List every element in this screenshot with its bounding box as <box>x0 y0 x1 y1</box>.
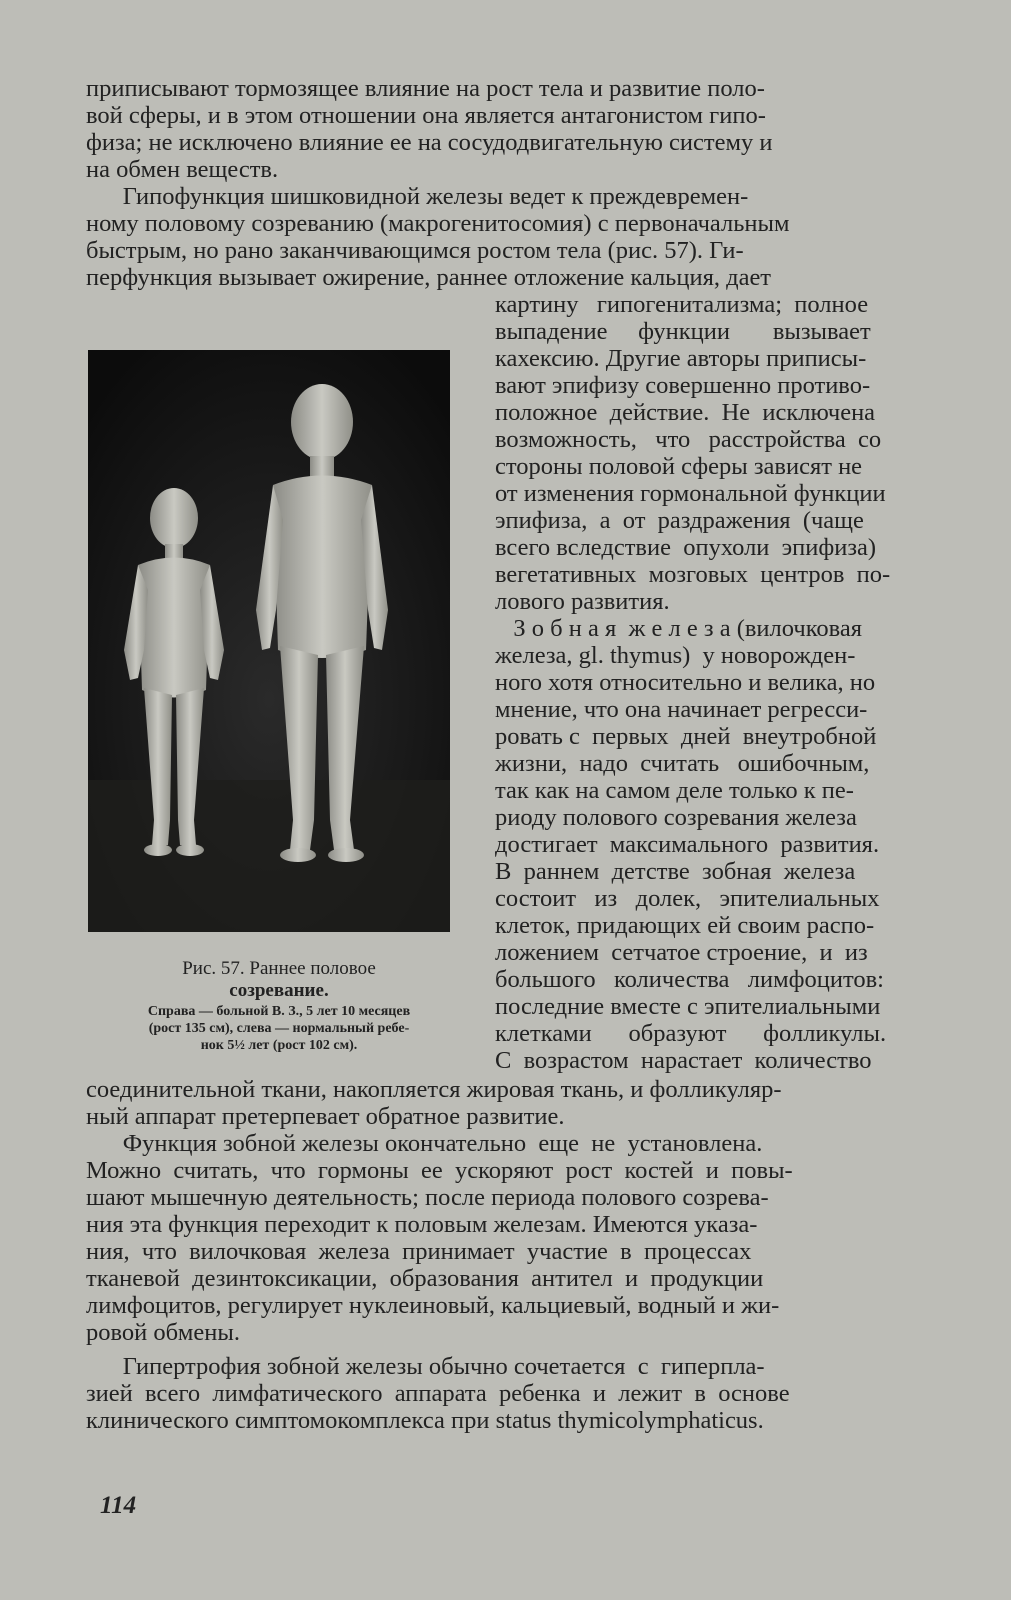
text-line: выпадение функции вызывает <box>495 318 871 345</box>
text-line: зией всего лимфатического аппарата ребенка и лежит в основе <box>86 1380 790 1407</box>
page-number: 114 <box>100 1492 137 1519</box>
text-line: картину гипогенитализма; полное <box>495 291 869 318</box>
text-line: ния, что вилочковая железа принимает участие в процессах <box>86 1238 752 1265</box>
children-photo-image <box>88 350 450 932</box>
text-line: большого количества лимфоцитов: <box>495 966 884 993</box>
text-line: ровать с первых дней внеутробной <box>495 723 877 750</box>
figure-caption-text: (рост 135 см), слева — нормальный ребе- <box>148 1021 410 1036</box>
figure-caption-title: созревание. <box>229 980 329 1001</box>
text-line: последние вместе с эпителиальными <box>495 993 881 1020</box>
text-line: ровой обмены. <box>86 1319 240 1346</box>
text-line: жизни, надо считать ошибочным, <box>495 750 870 777</box>
text-line: шают мышечную деятельность; после периода полового созрева- <box>86 1184 769 1211</box>
text-line: состоит из долек, эпителиальных <box>495 885 880 912</box>
text-line: эпифиза, а от раздражения (чаще <box>495 507 864 534</box>
text-line: В раннем детстве зобная железа <box>495 858 856 885</box>
text-line: быстрым, но рано заканчивающимся ростом тела (рис. 57). Ги- <box>86 237 744 264</box>
text-line: возможность, что расстройства со <box>495 426 882 453</box>
text-line: приписывают тормозящее влияние на рост тела и развитие поло- <box>86 75 765 102</box>
text-line: клинического симптомокомплекса при status thymicolymphaticus. <box>86 1407 764 1434</box>
text-line: С возрастом нарастает количество <box>495 1047 872 1074</box>
text-line: кахексию. Другие авторы приписы- <box>495 345 867 372</box>
text-line: клеток, придающих ей своим распо- <box>495 912 875 939</box>
text-line: всего вследствие опухоли эпифиза) <box>495 534 877 561</box>
text-line: З о б н а я ж е л е з а (вилочковая <box>495 615 862 642</box>
text-line: достигает максимального развития. <box>495 831 880 858</box>
text-line: клетками образуют фолликулы. <box>495 1020 887 1047</box>
text-line: лового развития. <box>495 588 670 615</box>
figure-caption-text: Справа — больной В. З., 5 лет 10 месяцев <box>147 1004 411 1019</box>
text-line: так как на самом деле только к пе- <box>495 777 854 804</box>
text-line: вегетативных мозговых центров по- <box>495 561 891 588</box>
text-line: ного хотя относительно и велика, но <box>495 669 876 696</box>
text-line: положное действие. Не исключена <box>495 399 876 426</box>
text-line: вой сферы, и в этом отношении она является антагонистом гипо- <box>86 102 766 129</box>
text-line: Можно считать, что гормоны ее ускоряют рост костей и повы- <box>86 1157 793 1184</box>
text-line: физа; не исключено влияние ее на сосудодвигательную систему и <box>86 129 773 156</box>
text-line: от изменения гормональной функции <box>495 480 886 507</box>
text-line: ния эта функция переходит к половым железам. Имеются указа- <box>86 1211 758 1238</box>
text-line: на обмен веществ. <box>86 156 279 183</box>
text-line: мнение, что она начинает регресси- <box>495 696 868 723</box>
text-line: ному половому созреванию (макрогенитосомия) с первоначальным <box>86 210 790 237</box>
figure-caption-title: Рис. 57. Раннее половое <box>182 958 376 979</box>
text-line: лимфоцитов, регулирует нуклеиновый, кальциевый, водный и жи- <box>86 1292 780 1319</box>
text-line: риоду полового созревания железа <box>495 804 857 831</box>
text-line: вают эпифизу совершенно противо- <box>495 372 871 399</box>
text-line: тканевой дезинтоксикации, образования антител и продукции <box>86 1265 764 1292</box>
text-line: Гипертрофия зобной железы обычно сочетается с гиперпла- <box>86 1353 765 1380</box>
text-line: соединительной ткани, накопляется жировая ткань, и фолликуляр- <box>86 1076 782 1103</box>
text-line: железа, gl. thymus) у новорожден- <box>495 642 856 669</box>
text-line: ложением сетчатое строение, и из <box>495 939 868 966</box>
text-line: ный аппарат претерпевает обратное развитие. <box>86 1103 565 1130</box>
figure-photo <box>88 350 450 932</box>
text-line: Гипофункция шишковидной железы ведет к преждевремен- <box>86 183 749 210</box>
text-line: Функция зобной железы окончательно еще не установлена. <box>86 1130 763 1157</box>
text-line: стороны половой сферы зависят не <box>495 453 863 480</box>
figure-caption-text: нок 5½ лет (рост 102 см). <box>200 1038 358 1053</box>
text-line: перфункция вызывает ожирение, раннее отложение кальция, дает <box>86 264 772 291</box>
